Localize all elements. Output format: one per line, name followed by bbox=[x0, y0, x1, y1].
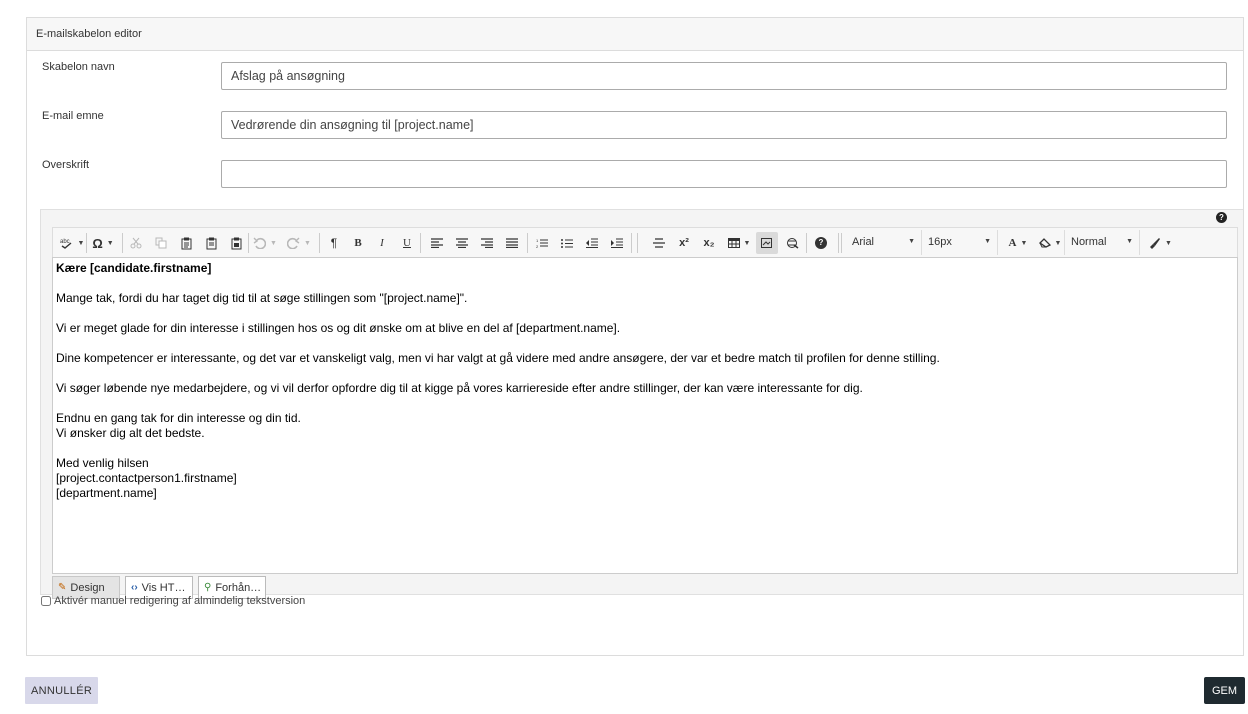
insert-table-button[interactable] bbox=[724, 232, 754, 254]
chevron-down-icon: ▼ bbox=[1165, 239, 1172, 247]
copy-icon bbox=[155, 237, 167, 249]
special-character-button[interactable] bbox=[89, 232, 117, 254]
code-icon: ‹› bbox=[131, 582, 138, 593]
preview-mode-label: Forhån… bbox=[215, 581, 262, 594]
chevron-down-icon: ▼ bbox=[984, 238, 991, 245]
heading-row bbox=[42, 160, 1227, 188]
indent-icon bbox=[611, 238, 623, 248]
chevron-down-icon: ▼ bbox=[270, 239, 277, 247]
svg-text:2: 2 bbox=[536, 243, 539, 249]
subject-input[interactable] bbox=[221, 111, 1227, 139]
toolbar-divider bbox=[838, 233, 839, 253]
editor-content-area[interactable] bbox=[52, 257, 1238, 574]
highlight-color-button[interactable] bbox=[1036, 232, 1064, 254]
chevron-down-icon: ▼ bbox=[77, 239, 85, 247]
toolbar-divider bbox=[420, 233, 421, 253]
signature-line: Med venlig hilsen bbox=[56, 456, 149, 470]
svg-text:1: 1 bbox=[536, 237, 539, 243]
toolbar-divider bbox=[319, 233, 320, 253]
font-color-button[interactable] bbox=[1003, 232, 1033, 254]
template-name-row bbox=[42, 62, 1227, 90]
help-icon: ? bbox=[815, 237, 827, 249]
editor-toolbar bbox=[52, 227, 1238, 257]
unordered-list-button[interactable] bbox=[556, 232, 578, 254]
chevron-down-icon: ▼ bbox=[1054, 239, 1062, 247]
blank-line bbox=[56, 276, 1234, 291]
toolbar-divider bbox=[631, 233, 632, 253]
superscript-icon: x² bbox=[679, 237, 689, 249]
body-line: Endnu en gang tak for din interesse og din tid. bbox=[56, 411, 301, 425]
chevron-down-icon: ▼ bbox=[106, 239, 114, 247]
justify-button[interactable] bbox=[501, 232, 523, 254]
justify-icon bbox=[506, 238, 518, 248]
superscript-button[interactable] bbox=[673, 232, 695, 254]
clipboard-word-icon bbox=[231, 237, 242, 250]
paste-text-button[interactable] bbox=[200, 232, 222, 254]
insert-image-button[interactable] bbox=[756, 232, 778, 254]
blank-line bbox=[56, 396, 1234, 411]
format-painter-button[interactable] bbox=[1145, 232, 1175, 254]
toolbar-divider bbox=[637, 233, 638, 253]
greeting-line: Kære [candidate.firstname] bbox=[56, 261, 212, 275]
table-icon bbox=[728, 238, 740, 248]
paragraph-format-value: Normal bbox=[1071, 236, 1107, 248]
design-mode-label: Design bbox=[70, 581, 105, 594]
toolbar-divider bbox=[86, 233, 87, 253]
template-name-label: Skabelon navn bbox=[42, 61, 115, 73]
rich-text-editor bbox=[40, 209, 1243, 595]
font-family-select[interactable] bbox=[846, 230, 922, 255]
paragraph-format-select[interactable] bbox=[1064, 230, 1140, 255]
spellcheck-icon bbox=[60, 237, 74, 249]
body-line: Vi er meget glade for din interesse i stillingen hos os og dit ønske om at blive en del af [department.name]. bbox=[56, 321, 621, 335]
undo-icon bbox=[253, 237, 266, 249]
copy-button[interactable] bbox=[150, 232, 172, 254]
image-icon bbox=[761, 237, 773, 249]
body-line: Vi ønsker dig alt det bedste. bbox=[56, 426, 205, 440]
subject-row bbox=[42, 111, 1227, 139]
align-center-button[interactable] bbox=[451, 232, 473, 254]
align-left-icon bbox=[431, 238, 443, 248]
bold-icon: B bbox=[354, 237, 362, 249]
chevron-down-icon: ▼ bbox=[304, 239, 311, 247]
align-left-button[interactable] bbox=[426, 232, 448, 254]
paste-button[interactable] bbox=[175, 232, 197, 254]
outdent-icon bbox=[586, 238, 598, 248]
bold-button[interactable] bbox=[347, 232, 369, 254]
font-color-icon: A bbox=[1008, 237, 1017, 249]
cancel-button[interactable]: ANNULLÉR bbox=[25, 677, 98, 704]
body-line: Dine kompetencer er interessante, og det var et vanskeligt valg, men vi har valgt at gå videre med andre ansøgere, der var et bedre match til profilen for denne stilling. bbox=[56, 351, 940, 365]
signature-line: [department.name] bbox=[56, 486, 157, 500]
toolbar-divider bbox=[806, 233, 807, 253]
font-family-value: Arial bbox=[852, 236, 875, 248]
align-center-icon bbox=[456, 238, 468, 248]
plain-text-checkbox[interactable] bbox=[41, 596, 51, 606]
editor-help-icon[interactable]: ? bbox=[1216, 212, 1227, 223]
chevron-down-icon: ▼ bbox=[1126, 238, 1133, 245]
underline-icon: U bbox=[403, 237, 411, 249]
outdent-button[interactable] bbox=[581, 232, 603, 254]
italic-button[interactable] bbox=[371, 232, 393, 254]
align-right-icon bbox=[481, 238, 493, 248]
paragraph-icon: ¶ bbox=[330, 236, 338, 250]
italic-icon: I bbox=[380, 237, 384, 249]
plain-text-toggle-row bbox=[39, 595, 305, 607]
align-right-button[interactable] bbox=[476, 232, 498, 254]
highlight-icon bbox=[1039, 238, 1051, 248]
heading-input[interactable] bbox=[221, 160, 1227, 188]
blank-line bbox=[56, 306, 1234, 321]
paint-brush-icon bbox=[1148, 237, 1161, 249]
plain-text-label: Aktivér manuel redigering af almindelig tekstversion bbox=[54, 595, 306, 607]
help-button[interactable] bbox=[810, 232, 832, 254]
clipboard-icon bbox=[181, 237, 192, 250]
undo-button[interactable] bbox=[250, 232, 280, 254]
redo-button[interactable] bbox=[284, 232, 314, 254]
body-line: Vi søger løbende nye medarbejdere, og vi vil derfor opfordre dig til at kigge på vores karriereside efter andre stillinger, der kan være interessante for dig. bbox=[56, 381, 863, 395]
subject-label: E-mail emne bbox=[42, 110, 104, 122]
link-icon bbox=[786, 237, 799, 249]
email-template-editor-panel bbox=[26, 17, 1244, 656]
subscript-icon: x₂ bbox=[703, 237, 715, 249]
horizontal-rule-icon bbox=[653, 238, 665, 248]
save-button[interactable]: GEM bbox=[1204, 677, 1245, 704]
chevron-down-icon: ▼ bbox=[1020, 239, 1028, 247]
heading-label: Overskrift bbox=[42, 159, 90, 171]
scissors-icon bbox=[130, 237, 142, 249]
spellcheck-button[interactable] bbox=[57, 232, 87, 254]
magnifier-icon: ⚲ bbox=[204, 582, 212, 593]
panel-title: E-mailskabelon editor bbox=[27, 18, 1243, 51]
underline-button[interactable] bbox=[396, 232, 418, 254]
html-mode-label: Vis HT… bbox=[141, 581, 186, 594]
bullet-list-icon bbox=[561, 238, 573, 249]
pencil-icon: ✎ bbox=[58, 582, 67, 593]
blank-line bbox=[56, 366, 1234, 381]
toolbar-divider bbox=[248, 233, 249, 253]
subscript-button[interactable] bbox=[698, 232, 720, 254]
chevron-down-icon: ▼ bbox=[908, 238, 915, 245]
cut-button[interactable] bbox=[125, 232, 147, 254]
clipboard-text-icon bbox=[206, 237, 217, 250]
toolbar-divider bbox=[841, 233, 842, 253]
ordered-list-icon bbox=[536, 238, 548, 249]
blank-line bbox=[56, 336, 1234, 351]
blank-line bbox=[56, 441, 1234, 456]
svg-text:abc: abc bbox=[59, 239, 70, 245]
signature-line: [project.contactperson1.firstname] bbox=[56, 471, 237, 485]
body-line: Mange tak, fordi du har taget dig tid til at søge stillingen som "[project.name]". bbox=[56, 291, 468, 305]
insert-link-button[interactable] bbox=[781, 232, 803, 254]
chevron-down-icon: ▼ bbox=[743, 239, 751, 247]
indent-button[interactable] bbox=[606, 232, 628, 254]
font-size-value: 16px bbox=[928, 236, 952, 248]
font-size-select[interactable] bbox=[922, 230, 998, 255]
horizontal-rule-button[interactable] bbox=[648, 232, 670, 254]
paste-word-button[interactable] bbox=[225, 232, 247, 254]
redo-icon bbox=[287, 237, 300, 249]
template-name-input[interactable] bbox=[221, 62, 1227, 90]
toolbar-divider bbox=[527, 233, 528, 253]
toolbar-divider bbox=[122, 233, 123, 253]
omega-icon: Ω bbox=[92, 235, 103, 251]
paragraph-button[interactable] bbox=[323, 232, 345, 254]
ordered-list-button[interactable] bbox=[531, 232, 553, 254]
